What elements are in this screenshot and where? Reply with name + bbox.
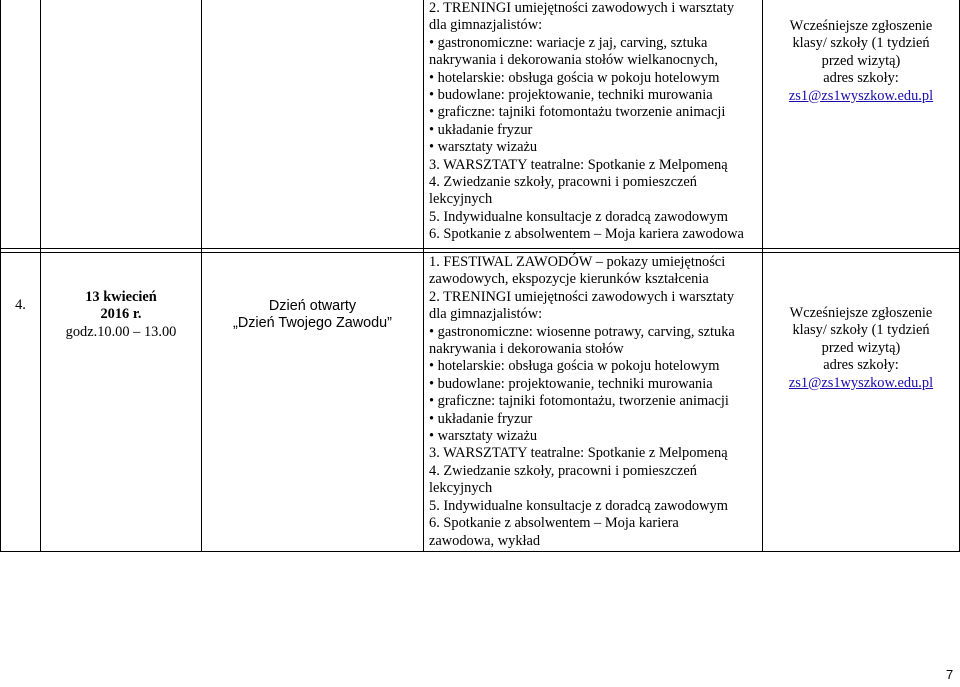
activity-line: 6. Spotkanie z absolwentem – Moja kariera zawodowa [429, 226, 744, 243]
activity-line: 2. TRENINGI umiejętności zawodowych i warsztaty [429, 0, 735, 16]
activity-line: • gastronomiczne: wariacje z jaj, carving, sztuka [429, 34, 708, 51]
activity-line: • graficzne: tajniki fotomontażu, tworzenie animacji [429, 393, 729, 410]
activity-line: nakrywania i dekorowania stołów [429, 341, 624, 358]
activity-line: • budowlane: projektowanie, techniki murowania [429, 87, 713, 104]
event-title: Dzień otwarty [268, 298, 357, 314]
date-cell [41, 289, 201, 341]
activity-line: dla gimnazjalistów: [429, 306, 543, 323]
note-line: adres szkoły: [823, 357, 899, 374]
notes-cell [763, 305, 959, 392]
page-number: 7 [946, 667, 954, 682]
activity-line: lekcyjnych [429, 191, 493, 208]
activity-line: zawodowych, ekspozycje kierunków kształcenia [429, 271, 709, 288]
activity-line: • warsztaty wizażu [429, 428, 538, 445]
activity-line: 1. FESTIWAL ZAWODÓW – pokazy umiejętności [429, 254, 726, 270]
activity-line: 6. Spotkanie z absolwentem – Moja kariera [429, 515, 679, 532]
school-email-link[interactable]: zs1@zs1wyszkow.edu.pl [788, 374, 934, 391]
activity-line: 5. Indywidualne konsultacje z doradcą zawodowym [429, 497, 728, 514]
activity-line: • układanie fryzur [429, 410, 533, 427]
row-number-cell [1, 297, 40, 314]
activity-line: 3. WARSZTATY teatralne: Spotkanie z Melpomeną [429, 445, 728, 462]
row-divider-2 [0, 252, 960, 253]
note-line: adres szkoły: [823, 70, 899, 87]
activity-line: dla gimnazjalistów: [429, 17, 543, 34]
event-year: 2016 r. [100, 306, 142, 323]
table-border-left [0, 0, 1, 552]
activities-cell [429, 254, 759, 550]
activity-line: • budowlane: projektowanie, techniki murowania [429, 375, 713, 392]
activity-line: • hotelarskie: obsługa gościa w pokoju hotelowym [429, 358, 720, 375]
column-divider-3 [423, 0, 424, 552]
event-subtitle: „Dzień Twojego Zawodu” [233, 315, 392, 332]
event-name-cell [202, 298, 423, 333]
row-divider-1 [0, 248, 960, 249]
note-line: Wcześniejsze zgłoszenie [789, 18, 933, 34]
upper-activities-cell [429, 0, 759, 244]
activity-line: zawodowa, wykład [429, 532, 541, 549]
activity-line: • warsztaty wizażu [429, 139, 538, 156]
column-divider-1 [40, 0, 41, 552]
activity-line: nakrywania i dekorowania stołów wielkanocnych, [429, 52, 718, 69]
activity-line: 2. TRENINGI umiejętności zawodowych i warsztaty [429, 288, 735, 305]
note-line: klasy/ szkoły (1 tydzień [792, 35, 930, 52]
table-border-bottom [0, 551, 960, 552]
activity-line: 3. WARSZTATY teatralne: Spotkanie z Melpomeną [429, 156, 728, 173]
column-divider-2 [201, 0, 202, 552]
activity-line: 5. Indywidualne konsultacje z doradcą zawodowym [429, 208, 728, 225]
row-number: 4. [15, 297, 26, 313]
activity-line: • gastronomiczne: wiosenne potrawy, carving, sztuka [429, 323, 735, 340]
activity-line: lekcyjnych [429, 480, 493, 497]
note-line: klasy/ szkoły (1 tydzień [792, 322, 930, 339]
event-time: godz.10.00 – 13.00 [65, 323, 177, 340]
activity-line: 4. Zwiedzanie szkoły, pracowni i pomieszczeń [429, 174, 697, 191]
event-date: 13 kwiecień [85, 289, 157, 305]
note-line: Wcześniejsze zgłoszenie [789, 305, 933, 321]
activity-line: • graficzne: tajniki fotomontażu tworzenie animacji [429, 104, 726, 121]
upper-notes-cell [763, 18, 959, 105]
school-email-link[interactable]: zs1@zs1wyszkow.edu.pl [788, 87, 934, 104]
note-line: przed wizytą) [821, 52, 901, 69]
activity-line: 4. Zwiedzanie szkoły, pracowni i pomieszczeń [429, 462, 697, 479]
activity-line: • hotelarskie: obsługa gościa w pokoju hotelowym [429, 69, 720, 86]
note-line: przed wizytą) [821, 339, 901, 356]
activity-line: • układanie fryzur [429, 121, 533, 138]
